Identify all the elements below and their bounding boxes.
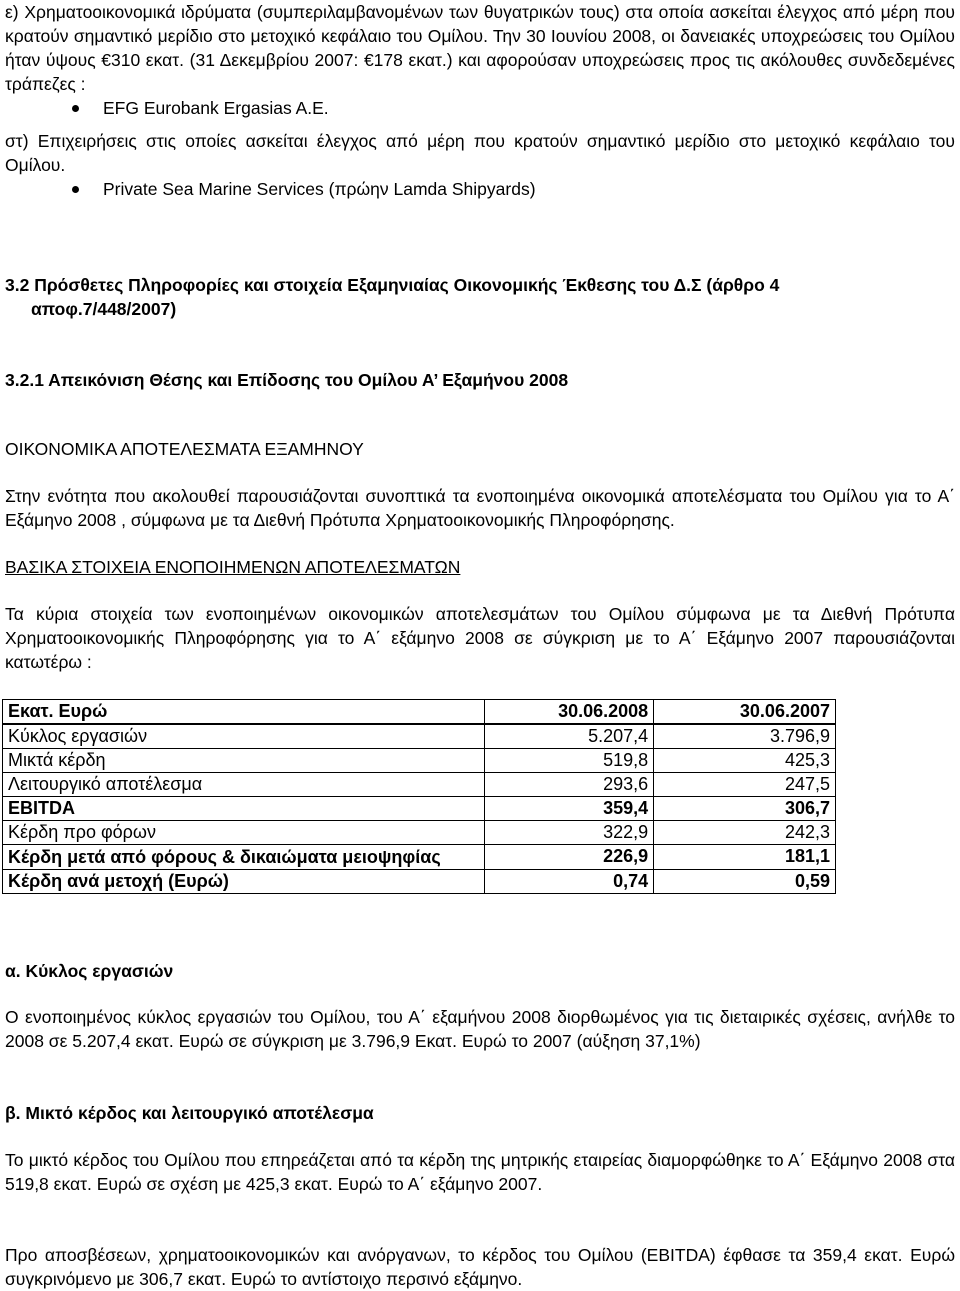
row-value-2008: 359,4 bbox=[484, 797, 653, 821]
table-row bbox=[3, 797, 836, 821]
row-value-2007: 3.796,9 bbox=[654, 724, 836, 749]
key-results-heading: ΒΑΣΙΚΑ ΣΤΟΙΧΕΙΑ ΕΝΟΠΟΙΗΜΕΝΩΝ ΑΠΟΤΕΛΕΣΜΑΤΩΝ bbox=[5, 557, 461, 577]
section-b-text-2: Προ αποσβέσεων, χρηματοοικονομικών και ανόργανων, το κέρδος του Ομίλου (EBITDA) έφθασε τα 359,4 εκατ. Ευρώ συγκρινόμενο με 306,7 εκατ. Ευρώ το αντίστοιχο περσινό εξάμηνο. bbox=[5, 1245, 955, 1289]
row-label: Μικτά κέρδη bbox=[3, 749, 485, 773]
row-value-2008: 5.207,4 bbox=[484, 724, 653, 749]
row-value-2007: 247,5 bbox=[654, 773, 836, 797]
row-label: Κέρδη μετά από φόρους & δικαιώματα μειοψηφίας bbox=[3, 845, 485, 870]
row-value-2008: 0,74 bbox=[484, 870, 653, 894]
row-value-2008: 322,9 bbox=[484, 821, 653, 845]
row-label: EBITDA bbox=[3, 797, 485, 821]
key-results-intro: Τα κύρια στοιχεία των ενοποιημένων οικονομικών αποτελεσμάτων του Ομίλου σύμφωνα με τα Διεθνή Πρότυπα Χρηματοοικονομικής Πληροφόρησης για το Α΄ εξάμηνο 2008 σε σύγκριση με το Α΄ Εξάμηνο 2007 παρουσιάζονται κατωτέρω : bbox=[5, 604, 955, 672]
table-header-cell: 30.06.2008 bbox=[484, 700, 653, 725]
row-value-2007: 242,3 bbox=[654, 821, 836, 845]
table-header-row bbox=[3, 700, 836, 725]
bullet-icon bbox=[72, 186, 79, 193]
table-row bbox=[3, 845, 836, 870]
bullet-item-eurobank bbox=[5, 96, 960, 120]
section-3-2-heading bbox=[5, 273, 955, 321]
row-label: Κέρδη προ φόρων bbox=[3, 821, 485, 845]
row-value-2008: 519,8 bbox=[484, 749, 653, 773]
bullet-item-private-sea bbox=[5, 177, 960, 201]
results-heading: ΟΙΚΟΝΟΜΙΚΑ ΑΠΟΤΕΛΕΣΜΑΤΑ ΕΞΑΜΗΝΟΥ bbox=[5, 439, 364, 459]
table-row bbox=[3, 749, 836, 773]
row-value-2007: 425,3 bbox=[654, 749, 836, 773]
bullet-icon bbox=[72, 105, 79, 112]
row-value-2007: 306,7 bbox=[654, 797, 836, 821]
section-3-2-title-line2: αποφ.7/448/2007) bbox=[31, 299, 177, 319]
section-3-2-title-line1: 3.2 Πρόσθετες Πληροφορίες και στοιχεία Εξαμηνιαίας Οικονομικής Έκθεσης του Δ.Σ (άρθρο 4 bbox=[5, 275, 780, 295]
section-b-heading: β. Μικτό κέρδος και λειτουργικό αποτέλεσμα bbox=[5, 1103, 374, 1123]
row-label: Λειτουργικό αποτέλεσμα bbox=[3, 773, 485, 797]
row-value-2008: 293,6 bbox=[484, 773, 653, 797]
table-row bbox=[3, 870, 836, 894]
section-b-text-1: Το μικτό κέρδος του Ομίλου που επηρεάζεται από τα κέρδη της μητρικής εταιρείας διαμορφώθηκε το Α΄ Εξάμηνο 2008 στα 519,8 εκατ. Ευρώ σε σχέση με 425,3 εκατ. Ευρώ το Α΄ εξάμηνο 2007. bbox=[5, 1150, 955, 1194]
table-row bbox=[3, 821, 836, 845]
paragraph-e: ε) Χρηματοοικονομικά ιδρύματα (συμπεριλαμβανομένων των θυγατρικών τους) στα οποία ασκείται έλεγχος από μέρη που κρατούν σημαντικό μερίδιο στο μετοχικό κεφάλαιο του Ομίλου. Την 30 Ιουνίου 2008, οι δανειακές υποχρεώσεις του Ομίλου ήταν ύψους €310 εκατ. (31 Δεκεμβρίου 2007: €178 εκατ.) και αφορούσαν υποχρεώσεις προς τις ακόλουθες συνδεδεμένες τράπεζες : bbox=[5, 2, 955, 94]
row-value-2007: 181,1 bbox=[654, 845, 836, 870]
row-value-2008: 226,9 bbox=[484, 845, 653, 870]
results-intro: Στην ενότητα που ακολουθεί παρουσιάζονται συνοπτικά τα ενοποιημένα οικονομικά αποτελέσματα του Ομίλου για το Α΄ Εξάμηνο 2008 , σύμφωνα με τα Διεθνή Πρότυπα Χρηματοοικονομικής Πληροφόρησης. bbox=[5, 486, 955, 530]
table-row bbox=[3, 773, 836, 797]
section-3-2-1-title: 3.2.1 Απεικόνιση Θέσης και Επίδοσης του Ομίλου Α’ Εξαμήνου 2008 bbox=[5, 370, 569, 390]
bullet-text: EFG Eurobank Ergasias A.E. bbox=[103, 98, 329, 118]
financial-summary-table bbox=[2, 699, 836, 894]
bullet-text: Private Sea Marine Services (πρώην Lamda Shipyards) bbox=[103, 179, 536, 199]
row-value-2007: 0,59 bbox=[654, 870, 836, 894]
table-row bbox=[3, 724, 836, 749]
table-header-cell: 30.06.2007 bbox=[654, 700, 836, 725]
row-label: Κύκλος εργασιών bbox=[3, 724, 485, 749]
section-a-heading: α. Κύκλος εργασιών bbox=[5, 961, 174, 981]
section-a-text: Ο ενοποιημένος κύκλος εργασιών του Ομίλου, του Α΄ εξαμήνου 2008 διορθωμένος για τις διεταιρικές σχέσεις, ανήλθε το 2008 σε 5.207,4 εκατ. Ευρώ σε σύγκριση με 3.796,9 Εκατ. Ευρώ το 2007 (αύξηση 37,1%) bbox=[5, 1007, 955, 1051]
table-header-cell: Εκατ. Ευρώ bbox=[3, 700, 485, 725]
row-label: Κέρδη ανά μετοχή (Ευρώ) bbox=[3, 870, 485, 894]
paragraph-st: στ) Επιχειρήσεις στις οποίες ασκείται έλεγχος από μέρη που κρατούν σημαντικό μερίδιο στο μετοχικό κεφάλαιο του Ομίλου. bbox=[5, 131, 955, 175]
